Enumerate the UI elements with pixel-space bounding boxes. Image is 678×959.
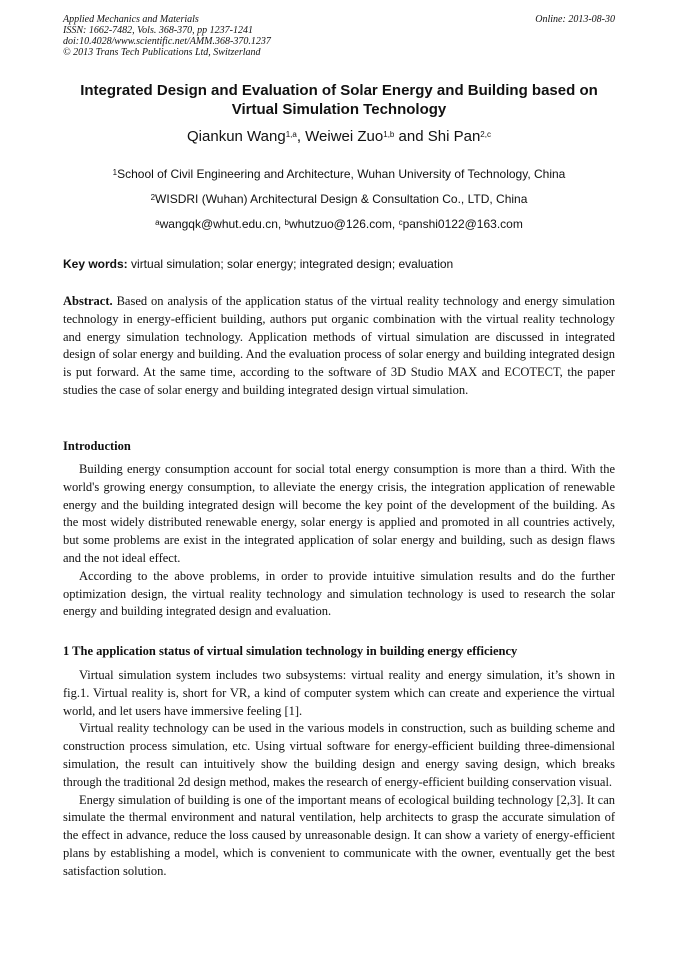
- email-mark: b: [284, 218, 289, 227]
- author-list: [63, 128, 615, 146]
- paragraph: Energy simulation of building is one of the important means of ecological building technology [2,3]. It can simulate the thermal environment and natural ventilation, help architects to grasp the accurate simulation of the effect in advance, reduce the loss caused by unreasonable design. It can show a variety of energy-efficient plans by establishing a model, which is convenient to communicate with the owner, eventually get the best satisfaction solution.: [63, 792, 615, 878]
- author-separator: and: [394, 128, 428, 145]
- keywords-text: virtual simulation; solar energy; integrated design; evaluation: [127, 257, 454, 271]
- paragraph: Virtual simulation system includes two subsystems: virtual reality and energy simulation, it’s shown in fig.1. Virtual reality is, short for VR, a kind of computer system which can create and experience the virtual world, and let users have immersive feeling [1].: [63, 668, 615, 718]
- journal-name: Applied Mechanics and Materials: [63, 14, 199, 25]
- abstract-text: Based on analysis of the application status of the virtual reality technology and energy simulation technology in energy-efficient building, authors put organic combination with the virtual reality technology and energy simulation technology. Application methods of virtual simulation are discussed in integrated design of solar energy and building. And the evaluation process of solar energy and building integrated design is put forward. At the same time, according to the software of 3D Studio MAX and ECOTECT, the paper studies the case of solar energy and building integrated design virtual simulation.: [63, 294, 615, 397]
- email-address: whutzuo@126.com,: [288, 217, 399, 231]
- section-1-heading: 1 The application status of virtual simulation technology in building energy efficiency: [63, 644, 518, 658]
- copyright-line: © 2013 Trans Tech Publications Ltd, Switzerland: [63, 47, 261, 58]
- journal-header: [63, 14, 615, 58]
- introduction-body: [63, 461, 615, 621]
- affiliation-text: WISDRI (Wuhan) Architectural Design & Consultation Co., LTD, China: [155, 192, 528, 206]
- email-address: wangqk@whut.edu.cn,: [159, 217, 285, 231]
- author-name: Qiankun Wang: [187, 128, 286, 145]
- paragraph: Virtual reality technology can be used in the various models in construction, such as building scheme and construction process simulation, etc. Using virtual software for energy-efficient building three-dimensional simulation, the result can intuitively show the building design and energy saving design, which breaks through the traditional 2d design method, makes the research of energy-efficient building conservation visual.: [63, 721, 615, 789]
- issn-line: ISSN: 1662-7482, Vols. 368-370, pp 1237-1241: [63, 25, 253, 36]
- abstract-label: Abstract.: [63, 294, 113, 308]
- affiliation-mark: 1: [112, 168, 118, 177]
- online-date: Online: 2013-08-30: [535, 14, 615, 25]
- author-separator: ,: [296, 128, 306, 145]
- affiliation-mark: 2: [150, 193, 156, 202]
- paragraph: Building energy consumption account for social total energy consumption is more than a third. With the world's growing energy consumption, to alleviate the energy crisis, the integration application of renewable energy and the building integrated design will become the key point of the development of the building. As the most widely distributed renewable energy, solar energy is applied and promoted in all countries actively, but some problems are exist in the integrated application of solar energy and building, such as design flaws and the not ideal effect.: [63, 462, 615, 565]
- author-name: Shi Pan: [427, 128, 481, 145]
- author-affiliation-mark: 1,b: [383, 130, 395, 139]
- section-1-body: [63, 667, 615, 881]
- email-line: [63, 217, 615, 232]
- affiliation-2: [63, 192, 615, 207]
- author-affiliation-mark: 2,c: [480, 130, 491, 139]
- affiliation-text: School of Civil Engineering and Architecture, Wuhan University of Technology, China: [117, 167, 566, 181]
- introduction-heading: Introduction: [63, 439, 131, 453]
- email-mark: a: [155, 218, 160, 227]
- affiliation-1: [63, 167, 615, 182]
- author-affiliation-mark: 1,a: [285, 130, 297, 139]
- abstract: [63, 293, 615, 400]
- author-name: Weiwei Zuo: [305, 128, 384, 145]
- keywords: [63, 257, 615, 272]
- keywords-label: Key words:: [63, 257, 128, 271]
- doi-line: doi:10.4028/www.scientific.net/AMM.368-370.1237: [63, 36, 271, 47]
- paragraph: According to the above problems, in order to provide intuitive simulation results and do the further optimization design, the virtual reality technology and simulation technology is used to research the solar energy and building integrated design and evaluation.: [63, 568, 615, 619]
- paper-title: Integrated Design and Evaluation of Solar Energy and Building based on Virtual Simulation Technology: [80, 82, 598, 118]
- email-mark: c: [398, 218, 403, 227]
- email-address: panshi0122@163.com: [402, 217, 523, 231]
